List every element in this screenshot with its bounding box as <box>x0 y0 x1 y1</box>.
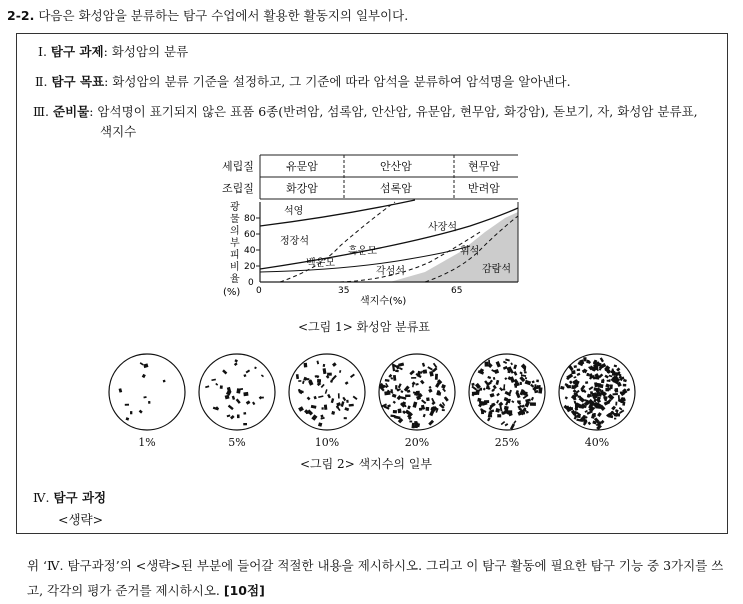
label-amphibole: 각섬석 <box>376 266 405 277</box>
prompt-text: 위 ‘Ⅳ. 탐구과정’의 <생략>된 부분에 들어갈 적절한 내용을 제시하시오. 그리고 이 탐구 활동에 필요한 탐구 기능 중 3가지를 쓰고, 각각의 평가 준거를 제시하시오. <box>27 558 724 598</box>
igneous-classification-chart <box>220 150 530 310</box>
figure2-caption: <그림 2> 색지수의 일부 <box>300 457 432 471</box>
color-index-circle <box>379 354 455 430</box>
item-materials-text: : 암석명이 표기되지 않은 표품 6종(반려암, 섬록암, 안산암, 유문암, 현무암, 화강암), 돋보기, 자, 화성암 분류표, <box>89 104 698 119</box>
figure1-caption: <그림 1> 화성암 분류표 <box>298 320 430 334</box>
color-index-circle <box>559 354 635 430</box>
label-quartz: 석영 <box>284 206 304 217</box>
cell-gabbro: 반려암 <box>468 182 500 195</box>
cell-rhyolite: 유문암 <box>286 160 318 173</box>
color-index-circle <box>109 354 185 430</box>
label-orthoclase: 정장석 <box>280 236 309 247</box>
row-label-coarse: 조립질 <box>222 182 254 195</box>
item-task-key: 탐구 과제 <box>50 44 104 59</box>
item-procedure-key: 탐구 과정 <box>53 490 107 505</box>
color-index-figure <box>100 352 660 434</box>
y-axis-label <box>223 200 240 298</box>
svg-text:비: 비 <box>230 262 240 273</box>
item-goal-key: 탐구 목표 <box>51 74 105 89</box>
label-plagioclase: 사장석 <box>428 222 457 233</box>
label-biotite: 흑운모 <box>348 246 377 257</box>
svg-text:20: 20 <box>244 262 256 272</box>
cell-diorite: 섬록암 <box>380 182 412 195</box>
svg-text:피: 피 <box>230 250 240 261</box>
item-goal-text: : 화성암의 분류 기준을 설정하고, 그 기준에 따라 암석을 분류하여 암석명을 알아낸다. <box>104 74 571 89</box>
points: [10점] <box>223 583 265 598</box>
color-index-label: 5% <box>228 436 246 449</box>
x-ticks <box>256 286 462 296</box>
svg-text:80: 80 <box>244 214 256 224</box>
svg-text:0: 0 <box>256 286 262 296</box>
question-number: 2-2. <box>7 8 35 23</box>
svg-text:부: 부 <box>230 238 240 249</box>
color-index-label: 25% <box>494 436 520 449</box>
item-procedure-omitted: <생략> <box>58 512 104 527</box>
label-pyroxene: 휘석 <box>460 246 480 257</box>
svg-text:0: 0 <box>248 278 254 288</box>
item-goal: Ⅱ. 탐구 목표: 화성암의 분류 기준을 설정하고, 그 기준에 따라 암석을 분류하여 암석명을 알아낸다. <box>35 74 571 89</box>
color-index-circle <box>199 354 275 430</box>
svg-text:65: 65 <box>451 286 463 296</box>
item-procedure: Ⅳ. 탐구 과정 <box>33 490 107 505</box>
question-prompt <box>27 553 727 603</box>
label-olivine: 감람석 <box>482 264 511 275</box>
y-ticks <box>244 214 260 288</box>
color-index-label: 20% <box>404 436 430 449</box>
item-materials: Ⅲ. 준비물: 암석명이 표기되지 않은 표품 6종(반려암, 섬록암, 안산암, 유문암, 현무암, 화강암), 돋보기, 자, 화성암 분류표, <box>33 104 698 119</box>
color-index-circle <box>289 354 365 430</box>
item-task: Ⅰ. 탐구 과제: 화성암의 분류 <box>38 44 189 59</box>
svg-text:35: 35 <box>338 286 350 296</box>
row-label-fine: 세립질 <box>222 160 254 173</box>
color-index-circle <box>469 354 545 430</box>
svg-text:물: 물 <box>230 214 240 225</box>
item-materials-cont: 색지수 <box>100 124 137 139</box>
cell-andesite: 안산암 <box>380 160 412 173</box>
texture-table <box>222 155 518 199</box>
svg-text:의: 의 <box>230 226 240 237</box>
cell-granite: 화강암 <box>286 182 318 195</box>
svg-text:광: 광 <box>230 202 240 213</box>
question-header <box>7 6 408 24</box>
color-index-label: 10% <box>314 436 340 449</box>
item-materials-key: 준비물 <box>53 104 90 119</box>
cell-basalt: 현무암 <box>468 160 500 173</box>
svg-text:60: 60 <box>244 230 256 240</box>
x-axis-label: 색지수(%) <box>360 296 407 307</box>
svg-text:(%): (%) <box>223 287 241 298</box>
svg-text:40: 40 <box>244 246 256 256</box>
color-index-label: 40% <box>584 436 610 449</box>
plot-area <box>223 200 518 307</box>
label-muscovite: 백운모 <box>306 258 335 269</box>
svg-text:율: 율 <box>230 274 240 285</box>
color-index-label: 1% <box>138 436 156 449</box>
item-task-text: : 화성암의 분류 <box>103 44 189 59</box>
question-text: 다음은 화성암을 분류하는 탐구 수업에서 활용한 활동지의 일부이다. <box>38 8 409 23</box>
